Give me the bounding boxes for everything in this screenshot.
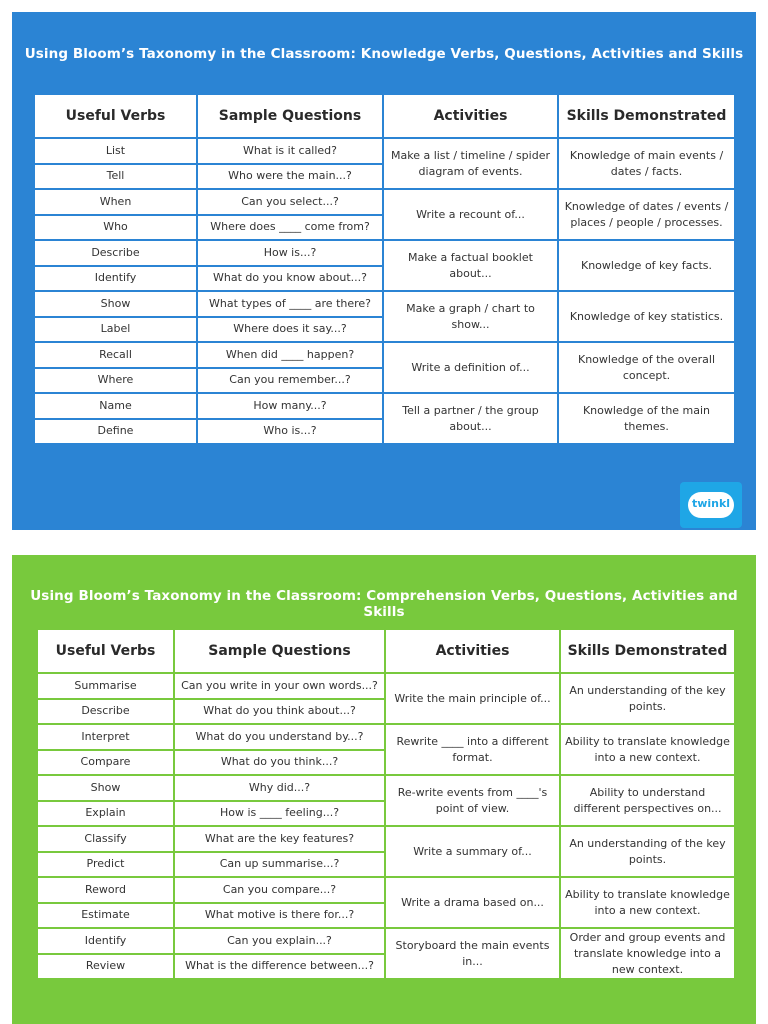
activity-cell: Re-write events from ____'s point of view. — [385, 775, 560, 826]
question-cell: What do you think about...? — [174, 699, 385, 725]
knowledge-panel — [12, 12, 756, 530]
activity-cell: Write a recount of... — [383, 189, 558, 240]
comprehension-panel — [12, 555, 756, 1024]
question-cell: Can up summarise...? — [174, 852, 385, 878]
skill-cell: Knowledge of main events / dates / facts. — [558, 138, 735, 189]
activity-cell: Write a drama based on... — [385, 877, 560, 928]
skill-cell: Ability to understand different perspectives on... — [560, 775, 735, 826]
question-cell: Can you select...? — [197, 189, 383, 215]
table-row — [34, 138, 735, 164]
activity-cell: Tell a partner / the group about... — [383, 393, 558, 444]
twinkl-logo — [680, 482, 742, 528]
question-cell: Where does ____ come from? — [197, 215, 383, 241]
activity-cell: Rewrite ____ into a different format. — [385, 724, 560, 775]
verb-cell: Compare — [37, 750, 174, 776]
activity-cell: Write the main principle of... — [385, 673, 560, 724]
question-cell: Can you explain...? — [174, 928, 385, 954]
question-cell: How many...? — [197, 393, 383, 419]
table-row — [37, 724, 735, 750]
skill-cell: An understanding of the key points. — [560, 826, 735, 877]
question-cell: What is the difference between...? — [174, 954, 385, 980]
header-activities: Activities — [385, 629, 560, 673]
question-cell: What do you know about...? — [197, 266, 383, 292]
table-row — [34, 342, 735, 368]
question-cell: What types of ____ are there? — [197, 291, 383, 317]
verb-cell: Describe — [37, 699, 174, 725]
activity-cell: Write a definition of... — [383, 342, 558, 393]
verb-cell: When — [34, 189, 197, 215]
header-row — [37, 629, 735, 673]
skill-cell: An understanding of the key points. — [560, 673, 735, 724]
table-row — [37, 877, 735, 903]
comprehension-table — [36, 628, 736, 980]
table-row — [37, 928, 735, 954]
verb-cell: Tell — [34, 164, 197, 190]
question-cell: Where does it say...? — [197, 317, 383, 343]
question-cell: What is it called? — [197, 138, 383, 164]
skill-cell: Ability to translate knowledge into a new context. — [560, 724, 735, 775]
table-row — [37, 673, 735, 699]
verb-cell: Show — [34, 291, 197, 317]
header-useful-verbs: Useful Verbs — [34, 94, 197, 138]
question-cell: How is ____ feeling...? — [174, 801, 385, 827]
activity-cell: Write a summary of... — [385, 826, 560, 877]
activity-cell: Make a list / timeline / spider diagram of events. — [383, 138, 558, 189]
header-skills-demonstrated: Skills Demonstrated — [558, 94, 735, 138]
verb-cell: Classify — [37, 826, 174, 852]
skill-cell: Knowledge of dates / events / places / people / processes. — [558, 189, 735, 240]
table-row — [37, 826, 735, 852]
verb-cell: Name — [34, 393, 197, 419]
skill-cell: Knowledge of key facts. — [558, 240, 735, 291]
verb-cell: Where — [34, 368, 197, 394]
header-skills-demonstrated: Skills Demonstrated — [560, 629, 735, 673]
verb-cell: Define — [34, 419, 197, 445]
verb-cell: Review — [37, 954, 174, 980]
verb-cell: Estimate — [37, 903, 174, 929]
table-row — [34, 393, 735, 419]
question-cell: Can you write in your own words...? — [174, 673, 385, 699]
verb-cell: Interpret — [37, 724, 174, 750]
verb-cell: Reword — [37, 877, 174, 903]
table-row — [34, 189, 735, 215]
question-cell: Who is...? — [197, 419, 383, 445]
knowledge-table — [33, 93, 736, 445]
verb-cell: Show — [37, 775, 174, 801]
verb-cell: List — [34, 138, 197, 164]
header-sample-questions: Sample Questions — [197, 94, 383, 138]
question-cell: What do you think...? — [174, 750, 385, 776]
verb-cell: Identify — [34, 266, 197, 292]
question-cell: Why did...? — [174, 775, 385, 801]
verb-cell: Explain — [37, 801, 174, 827]
table-row — [34, 240, 735, 266]
verb-cell: Label — [34, 317, 197, 343]
verb-cell: Predict — [37, 852, 174, 878]
activity-cell: Make a factual booklet about... — [383, 240, 558, 291]
skill-cell: Knowledge of key statistics. — [558, 291, 735, 342]
verb-cell: Summarise — [37, 673, 174, 699]
header-useful-verbs: Useful Verbs — [37, 629, 174, 673]
verb-cell: Describe — [34, 240, 197, 266]
activity-cell: Make a graph / chart to show... — [383, 291, 558, 342]
question-cell: What are the key features? — [174, 826, 385, 852]
header-activities: Activities — [383, 94, 558, 138]
logo-text: twinkl — [691, 497, 731, 510]
panel-title: Using Bloom’s Taxonomy in the Classroom: Knowledge Verbs, Questions, Activities and Skills — [24, 46, 744, 62]
header-sample-questions: Sample Questions — [174, 629, 385, 673]
question-cell: Can you compare...? — [174, 877, 385, 903]
table-row — [34, 291, 735, 317]
question-cell: How is...? — [197, 240, 383, 266]
header-row — [34, 94, 735, 138]
skill-cell: Knowledge of the main themes. — [558, 393, 735, 444]
question-cell: What do you understand by...? — [174, 724, 385, 750]
panel-title: Using Bloom’s Taxonomy in the Classroom: Comprehension Verbs, Questions, Activities and Skills — [30, 588, 738, 620]
skill-cell: Knowledge of the overall concept. — [558, 342, 735, 393]
verb-cell: Recall — [34, 342, 197, 368]
question-cell: Can you remember...? — [197, 368, 383, 394]
question-cell: When did ____ happen? — [197, 342, 383, 368]
skill-cell: Order and group events and translate knowledge into a new context. — [560, 928, 735, 979]
skill-cell: Ability to translate knowledge into a new context. — [560, 877, 735, 928]
verb-cell: Identify — [37, 928, 174, 954]
table-row — [37, 775, 735, 801]
question-cell: What motive is there for...? — [174, 903, 385, 929]
activity-cell: Storyboard the main events in... — [385, 928, 560, 979]
verb-cell: Who — [34, 215, 197, 241]
question-cell: Who were the main...? — [197, 164, 383, 190]
